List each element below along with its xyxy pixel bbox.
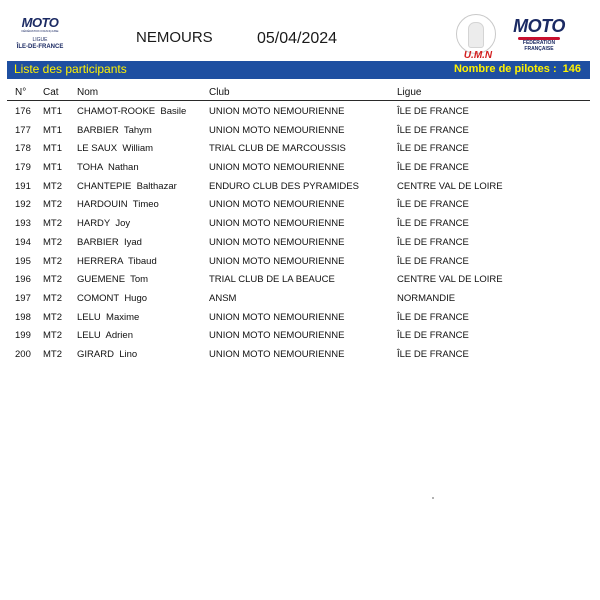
cell-nom: LELU Maxime xyxy=(77,311,140,323)
cell-no: 197 xyxy=(15,292,31,304)
table-row xyxy=(0,309,600,328)
cell-no: 176 xyxy=(15,106,31,117)
cell-nom: GUEMENE Tom xyxy=(77,274,149,286)
cell-cat: MT2 xyxy=(43,255,62,267)
cell-ligue: ÎLE DE FRANCE xyxy=(397,218,469,230)
cell-ligue: ÎLE DE FRANCE xyxy=(397,124,469,136)
cell-cat: MT2 xyxy=(43,180,62,192)
cell-cat: MT2 xyxy=(43,199,62,211)
cell-no: 193 xyxy=(15,218,31,230)
umn-logo-text: U.M.N xyxy=(463,50,493,61)
cell-cat: MT2 xyxy=(43,236,62,248)
cell-club: UNION MOTO NEMOURIENNE xyxy=(209,218,345,230)
column-header-nom: Nom xyxy=(77,87,99,98)
umn-club-logo xyxy=(454,14,498,60)
ffm-logo-brand: MOTO xyxy=(513,16,565,36)
cell-no: 195 xyxy=(15,255,31,267)
cell-ligue: CENTRE VAL DE LOIRE xyxy=(397,180,503,192)
pilot-count-label: Nombre de pilotes : xyxy=(453,63,557,75)
pilot-count-value: 146 xyxy=(562,63,581,75)
column-header-no: N° xyxy=(15,87,27,98)
cell-no: 191 xyxy=(15,180,31,192)
cell-nom: HERRERA Tibaud xyxy=(77,255,157,267)
cell-club: TRIAL CLUB DE LA BEAUCE xyxy=(209,274,335,286)
cell-ligue: ÎLE DE FRANCE xyxy=(397,348,469,360)
rider-silhouette-icon xyxy=(468,22,484,48)
cell-club: UNION MOTO NEMOURIENNE xyxy=(209,162,345,174)
cell-no: 198 xyxy=(15,311,31,323)
column-header-ligue: Ligue xyxy=(397,87,422,98)
cell-cat: MT1 xyxy=(43,106,62,117)
ligue-idf-logo xyxy=(8,16,72,56)
cell-no: 179 xyxy=(15,162,31,174)
cell-nom: HARDOUIN Timeo xyxy=(77,199,159,211)
cell-nom: GIRARD Lino xyxy=(77,348,138,360)
cell-nom: CHAMOT-ROOKE Basile xyxy=(77,106,187,117)
cell-nom: COMONT Hugo xyxy=(77,292,148,304)
cell-club: UNION MOTO NEMOURIENNE xyxy=(209,330,345,342)
cell-ligue: ÎLE DE FRANCE xyxy=(397,255,469,267)
table-row xyxy=(0,103,600,122)
cell-nom: LE SAUX William xyxy=(77,143,154,155)
cell-cat: MT2 xyxy=(43,274,62,286)
header-divider xyxy=(7,100,590,101)
cell-no: 177 xyxy=(15,124,31,136)
cell-no: 200 xyxy=(15,348,31,360)
cell-ligue: NORMANDIE xyxy=(397,292,456,304)
logo-left-federation: FÉDÉRATION FRANÇAISE xyxy=(21,29,59,33)
cell-ligue: ÎLE DE FRANCE xyxy=(397,236,469,248)
cell-club: UNION MOTO NEMOURIENNE xyxy=(209,106,345,117)
cell-club: ENDURO CLUB DES PYRAMIDES xyxy=(209,180,359,192)
cell-nom: BARBIER Tahym xyxy=(77,124,152,136)
table-row xyxy=(0,140,600,159)
cell-no: 194 xyxy=(15,236,31,248)
cell-cat: MT2 xyxy=(43,330,62,342)
cell-nom: HARDY Joy xyxy=(77,218,131,230)
cell-ligue: CENTRE VAL DE LOIRE xyxy=(397,274,503,286)
cell-nom: LELU Adrien xyxy=(77,330,133,342)
table-row xyxy=(0,327,600,346)
ffm-logo-federation: FÉDÉRATION FRANÇAISE xyxy=(522,40,556,52)
cell-cat: MT1 xyxy=(43,143,62,155)
event-date: 05/04/2024 xyxy=(257,30,338,47)
cell-cat: MT2 xyxy=(43,218,62,230)
column-header-club: Club xyxy=(209,87,230,98)
cell-nom: BARBIER Iyad xyxy=(77,236,142,248)
table-row xyxy=(0,253,600,272)
table-row xyxy=(0,122,600,141)
column-header-cat: Cat xyxy=(43,87,59,98)
logo-left-brand: MOTO xyxy=(21,15,59,30)
cell-cat: MT2 xyxy=(43,348,62,360)
list-title: Liste des participants xyxy=(14,62,127,76)
cell-no: 192 xyxy=(15,199,31,211)
cell-no: 196 xyxy=(15,274,31,286)
table-row xyxy=(0,234,600,253)
stray-dot xyxy=(432,497,434,499)
cell-club: UNION MOTO NEMOURIENNE xyxy=(209,236,345,248)
table-row xyxy=(0,290,600,309)
cell-ligue: ÎLE DE FRANCE xyxy=(397,106,469,117)
pilot-count xyxy=(454,63,581,75)
cell-nom: CHANTEPIE Balthazar xyxy=(77,180,177,192)
logo-left-region: ÎLE-DE-FRANCE xyxy=(16,44,64,50)
cell-nom: TOHA Nathan xyxy=(77,162,139,174)
ffm-logo xyxy=(510,16,568,56)
table-row xyxy=(0,346,600,365)
cell-club: ANSM xyxy=(209,292,237,304)
cell-cat: MT2 xyxy=(43,292,62,304)
cell-club: TRIAL CLUB DE MARCOUSSIS xyxy=(209,143,346,155)
cell-cat: MT1 xyxy=(43,162,62,174)
table-row xyxy=(0,178,600,197)
table-row xyxy=(0,215,600,234)
table-row xyxy=(0,196,600,215)
cell-no: 178 xyxy=(15,143,31,155)
cell-no: 199 xyxy=(15,330,31,342)
cell-ligue: ÎLE DE FRANCE xyxy=(397,330,469,342)
cell-cat: MT2 xyxy=(43,311,62,323)
cell-club: UNION MOTO NEMOURIENNE xyxy=(209,124,345,136)
cell-club: UNION MOTO NEMOURIENNE xyxy=(209,311,345,323)
cell-club: UNION MOTO NEMOURIENNE xyxy=(209,255,345,267)
cell-ligue: ÎLE DE FRANCE xyxy=(397,162,469,174)
logo-left-ligue: LIGUE xyxy=(32,37,48,43)
cell-cat: MT1 xyxy=(43,124,62,136)
event-name: NEMOURS xyxy=(136,29,213,46)
cell-ligue: ÎLE DE FRANCE xyxy=(397,311,469,323)
cell-club: UNION MOTO NEMOURIENNE xyxy=(209,348,345,360)
table-row xyxy=(0,159,600,178)
participants-table-body xyxy=(0,103,600,365)
participants-title-bar xyxy=(7,61,590,79)
table-row xyxy=(0,271,600,290)
cell-ligue: ÎLE DE FRANCE xyxy=(397,143,469,155)
cell-club: UNION MOTO NEMOURIENNE xyxy=(209,199,345,211)
cell-ligue: ÎLE DE FRANCE xyxy=(397,199,469,211)
